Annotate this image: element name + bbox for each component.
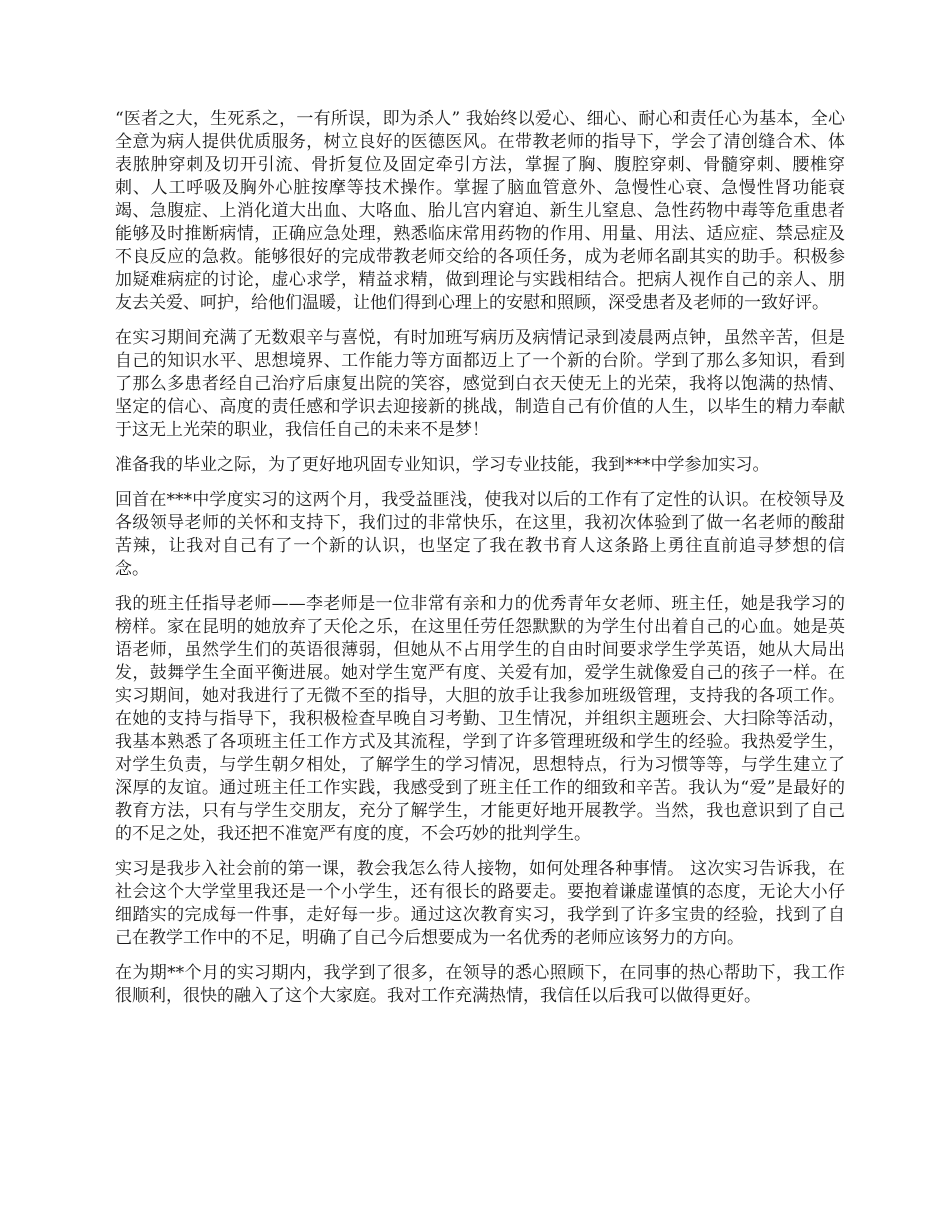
paragraph-3: 准备我的毕业之际，为了更好地巩固专业知识，学习专业技能，我到***中学参加实习。 — [115, 455, 770, 475]
paragraph-5: 我的班主任指导老师——李老师是一位非常有亲和力的优秀青年女老师、班主任，她是我学习的榜样。家在昆明的她放弃了天伦之乐，在这里任劳任怨默默的为学生付出着自己的心血。她是英语老师，虽然学生们的英语很薄弱，但她从不占用学生的自由时间要求学生学英语，她从大局出发，鼓舞学生全面平衡进展。她对学生宽严有度、关爱有加，爱学生就像爱自己的孩子一样。在实习期间，她对我进行了无微不至的指导，大胆的放手让我参加班级管理，支持我的各项工作。在她的支持与指导下，我积极检查早晚自习考勤、卫生情况，并组织主题班会、大扫除等活动，我基本熟悉了各项班主任工作方式及其流程，学到了许多管理班级和学生的经验。我热爱学生，对学生负责，与学生朝夕相处，了解学生的学习情况，思想特点，行为习惯等等，与学生建立了深厚的友谊。通过班主任工作实践，我感受到了班主任工作的细致和辛苦。我认为“爱”是最好的教育方法，只有与学生交朋友，充分了解学生，才能更好地开展教学。当然，我也意识到了自己的不足之处，我还把不准宽严有度的度，不会巧妙的批判学生。 — [115, 594, 845, 844]
paragraph-6: 实习是我步入社会前的第一课，教会我怎么待人接物，如何处理各种事情。 这次实习告诉我，在社会这个大学堂里我还是一个小学生，还有很长的路要走。要抱着谦虚谨慎的态度，无论大小仔细踏实的完成每一件事，走好每一步。通过这次教育实习，我学到了许多宝贵的经验，找到了自己在教学工作中的不足，明确了自己今后想要成为一名优秀的老师应该努力的方向。 — [115, 859, 845, 948]
paragraph-4: 回首在***中学度实习的这两个月，我受益匪浅，使我对以后的工作有了定性的认识。在校领导及各级领导老师的关怀和支持下，我们过的非常快乐，在这里，我初次体验到了做一名老师的酸甜苦辣，让我对自己有了一个新的认识，也坚定了我在教书育人这条路上勇往直前追寻梦想的信念。 — [115, 490, 845, 579]
paragraph-1: “医者之大，生死系之，一有所误，即为杀人” 我始终以爱心、细心、耐心和责任心为基本，全心全意为病人提供优质服务，树立良好的医德医风。在带教老师的指导下，学会了清创缝合术、体表脓肿穿刺及切开引流、骨折复位及固定牵引方法，掌握了胸、腹腔穿刺、骨髓穿刺、腰椎穿刺、人工呼吸及胸外心脏按摩等技术操作。掌握了脑血管意外、急慢性心衰、急慢性肾功能衰竭、急腹症、上消化道大出血、大咯血、胎儿宫内窘迫、新生儿窒息、急性药物中毒等危重患者能够及时推断病情，正确应急处理，熟悉临床常用药物的作用、用量、用法、适应症、禁忌症及不良反应的急救。能够很好的完成带教老师交给的各项任务，成为老师名副其实的助手。积极参加疑难病症的讨论，虚心求学，精益求精，做到理论与实践相结合。把病人视作自己的亲人、朋友去关爱、呵护，给他们温暖，让他们得到心理上的安慰和照顾，深受患者及老师的一致好评。 — [115, 109, 845, 313]
paragraph-2: 在实习期间充满了无数艰辛与喜悦，有时加班写病历及病情记录到凌晨两点钟，虽然辛苦，但是自己的知识水平、思想境界、工作能力等方面都迈上了一个新的台阶。学到了那么多知识，看到了那么多患者经自己治疗后康复出院的笑容，感觉到白衣天使无上的光荣，我将以饱满的热情、坚定的信心、高度的责任感和学识去迎接新的挑战，制造自己有价值的人生，以毕生的精力奉献于这无上光荣的职业，我信任自己的未来不是梦！ — [115, 328, 845, 440]
paragraph-7: 在为期**个月的实习期内，我学到了很多，在领导的悉心照顾下，在同事的热心帮助下，我工作很顺利，很快的融入了这个大家庭。我对工作充满热情，我信任以后我可以做得更好。 — [115, 963, 845, 1006]
document-body — [115, 108, 845, 1020]
